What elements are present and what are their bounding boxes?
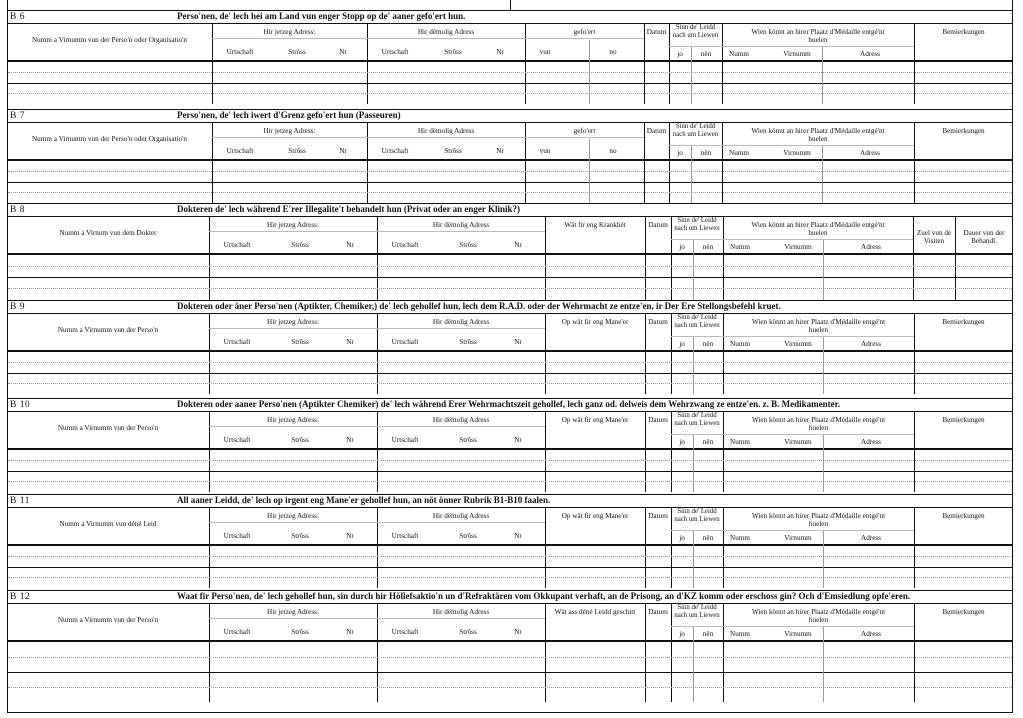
section-code: B 6 [10,12,25,22]
nr-label: Nr [346,532,354,540]
column-rule [545,314,546,394]
alive-subrule [669,46,722,47]
section-grid [7,508,1013,588]
row-rule [7,182,1013,183]
nr-label: Nr [514,628,522,636]
to-label: no [609,147,617,155]
former-address-label: Hir dëmolig Adress [432,416,490,424]
nr-label: Nr [514,338,522,346]
urtschaft-label: Urtschaft [223,338,251,346]
column-rule [212,24,213,104]
nr-label: Nr [514,532,522,540]
header-rule-double [7,545,1013,546]
row-dotted-rule [8,383,1012,384]
yes-no-rule [693,337,694,394]
transported-subrule [525,38,644,39]
medal-receiver-label: Wien könnt an hirer Plaatz d'Médaille entgé'nt huelen [751,512,886,528]
section-grid [7,217,1013,300]
section-code: B 10 [10,400,31,410]
stross-label: Strôss [291,241,309,249]
row-dotted-rule [8,556,1012,557]
yes-label: jo [679,340,685,348]
yes-label: jo [679,438,685,446]
firstname-label: Virnumm [784,243,812,251]
column-rule [377,508,378,588]
current-address-label: Hir jetzeg Adress: [263,127,316,135]
section-header [7,494,1013,508]
section-header [7,109,1013,123]
section-code: B 8 [10,205,25,215]
stross-label: Strôss [459,436,477,444]
address-label: Adress [860,50,880,58]
section-grid [7,24,1013,104]
medal-receiver-label: Wien könnt an hirer Plaatz d'Médaille entgé'nt huelen [751,127,885,143]
yes-no-rule [691,47,692,104]
row-dotted-rule [8,362,1012,363]
yes-label: jo [679,630,685,638]
medal-subrule [723,239,913,240]
column-rule [209,314,210,394]
column-rule [377,412,378,492]
yes-label: jo [677,149,683,157]
name-column-label: Numm a Virnumm vun der Perso'n oder Organisatio'n [31,135,187,143]
column-rule [545,508,546,588]
section-grid [7,604,1013,702]
header-rule-double [7,160,1013,161]
medal-receiver-label: Wien könnt an hirer Plaatz d'Médaille entgé'nt huelen [751,416,886,432]
surname-label: Numm [730,630,750,638]
address-label: Adress [861,630,881,638]
urtschaft-label: Urtschaft [391,628,419,636]
stross-label: Strôss [459,241,477,249]
alive-label: Sinn de' Leidd nach um Liewen [672,24,719,39]
alive-label: Sinn de' Leidd nach um Liewen [674,217,720,232]
surname-label: Numm [730,243,750,251]
section-title: Dokteren de' lech während E'rer Illegalite't behandelt hun (Privat oder an enger Klinik?) [177,204,521,214]
no-label: nën [700,50,712,58]
urtschaft-label: Urtschaft [391,532,419,540]
column-rule [645,314,646,394]
urtschaft-label: Urtschaft [223,241,251,249]
former-address-subrule [377,522,545,523]
no-label: nën [702,340,714,348]
nr-label: Nr [514,436,522,444]
alive-subrule [671,434,723,435]
date-label: Datum [648,512,668,520]
medal-inner-rule [822,146,823,203]
section-grid [7,314,1013,394]
column-rule [367,24,368,104]
column-rule [367,123,368,203]
column-rule [914,24,915,104]
form-page [7,0,1013,713]
column-rule [722,123,723,203]
row-dotted-rule [8,481,1012,482]
yes-label: jo [677,50,683,58]
current-address-subrule [212,137,367,138]
alive-subrule [671,239,723,240]
column-rule [525,24,526,104]
row-dotted-rule [8,192,1012,193]
row-rule [7,567,1013,568]
current-address-subrule [209,522,377,523]
section-b7 [7,109,1013,203]
medal-inner-rule [823,435,824,492]
urtschaft-label: Urtschaft [223,532,251,540]
detail-column-label: Op wät fir eng Mane'er [561,416,629,424]
surname-label: Numm [729,50,749,58]
stross-label: Strôss [291,436,309,444]
date-label: Datum [646,127,667,135]
row-rule [7,672,1013,673]
no-label: nën [702,630,714,638]
yes-no-rule [693,627,694,702]
medal-receiver-label: Wien könnt an hirer Plaatz d'Médaille entgé'nt huelen [751,28,885,44]
medal-subrule [722,46,914,47]
stross-label: Strôss [288,147,306,155]
remarks-label: Bemierkungen [942,28,985,36]
current-address-subrule [209,231,377,232]
header-rule-double [7,449,1013,450]
name-column-label: Numm a Virnum vun dem Dokter [59,229,157,237]
from-label: vun [539,147,551,155]
date-label: Datum [648,221,668,229]
section-b8 [7,203,1013,300]
detail-column-label: Op wät fir eng Mane'er [561,318,629,326]
from-to-rule [589,40,590,104]
current-address-subrule [212,38,367,39]
remarks-label: Bemierkungen [942,512,985,520]
address-label: Adress [861,340,881,348]
alive-subrule [671,336,723,337]
section-header [7,10,1013,24]
top-tick-mark [510,0,511,10]
column-rule [377,314,378,394]
row-dotted-rule [8,266,1012,267]
medal-subrule [722,145,914,146]
date-label: Datum [648,608,668,616]
former-address-subrule [377,426,545,427]
section-grid [7,123,1013,203]
current-address-label: Hir jetzeg Adress: [267,318,319,326]
row-rule [7,373,1013,374]
current-address-subrule [209,426,377,427]
medal-subrule [723,336,914,337]
current-address-subrule [209,618,377,619]
former-address-subrule [377,231,545,232]
column-rule [645,508,646,588]
surname-label: Numm [729,149,749,157]
row-dotted-rule [8,72,1012,73]
current-address-label: Hir jetzeg Adress: [267,416,319,424]
row-dotted-rule [8,687,1012,688]
yes-label: jo [679,534,685,542]
former-address-subrule [367,137,525,138]
column-rule [209,412,210,492]
stross-label: Strôss [459,532,477,540]
former-address-label: Hir dëmolig Adress [432,318,490,326]
firstname-label: Virnumm [783,50,811,58]
medal-inner-rule [823,240,824,300]
section-code: B 7 [10,111,25,121]
section-header [7,590,1013,604]
column-rule [723,314,724,394]
no-label: nën [700,149,712,157]
stross-label: Strôss [291,628,309,636]
surname-label: Numm [730,438,750,446]
yes-label: jo [679,243,685,251]
medal-inner-rule [822,47,823,104]
column-rule [722,24,723,104]
column-rule [914,123,915,203]
row-dotted-rule [8,288,1012,289]
section-b11 [7,494,1013,588]
firstname-label: Virnumm [784,534,812,542]
column-rule [914,314,915,394]
alive-subrule [671,530,723,531]
stross-label: Strôss [459,628,477,636]
nr-label: Nr [346,436,354,444]
current-address-label: Hir jetzeg Adress: [267,608,319,616]
row-dotted-rule [8,577,1012,578]
column-rule [914,412,915,492]
alive-subrule [669,145,722,146]
former-address-label: Hir dëmolig Adress [432,512,490,520]
visits-count-label: Zuel vun de Visiten [916,229,952,245]
former-address-subrule [377,328,545,329]
no-label: nën [702,438,714,446]
address-label: Adress [861,438,881,446]
date-label: Datum [648,416,668,424]
firstname-label: Virnumm [784,630,812,638]
detail-column-label: Wät fir eng Krankhét [564,221,626,229]
medal-subrule [723,626,914,627]
urtschaft-label: Urtschaft [226,48,254,56]
page-border-bottom [7,712,1013,714]
stross-label: Strôss [288,48,306,56]
surname-label: Numm [730,340,750,348]
current-address-label: Hir jetzeg Adress: [263,28,316,36]
section-code: B 12 [10,592,31,602]
firstname-label: Virnumm [784,340,812,348]
header-rule-double [7,641,1013,642]
header-rule-double [7,254,1013,255]
medal-subrule [723,434,914,435]
yes-no-rule [693,531,694,588]
to-label: no [609,48,617,56]
yes-no-rule [691,146,692,203]
current-address-label: Hir jetzeg Adress: [267,221,319,229]
medal-inner-rule [823,337,824,394]
transported-label: gefo'ert [573,28,596,36]
urtschaft-label: Urtschaft [391,338,419,346]
section-title: Perso'nen, de' lech hei am Land vun enger Stopp op de' aaner gefo'ert hun. [177,11,466,21]
current-address-subrule [209,328,377,329]
medal-inner-rule [823,627,824,702]
detail-column-label: Op wät fir eng Mane'er [561,512,629,520]
nr-label: Nr [514,241,522,249]
nr-label: Nr [339,48,347,56]
nr-label: Nr [496,48,504,56]
medal-receiver-label: Wien könnt an hirer Plaatz d'Médaille entgé'nt huelen [751,318,886,334]
section-b10 [7,398,1013,492]
urtschaft-label: Urtschaft [381,147,409,155]
section-title: Waat fir Perso'nen, de' lech gehollef hun, sin durch hir Höllefsaktio'n un d'Refraktären vom Okkupant verhaft, an de Prisong, an d'KZ komm oder erschoss gin? Och d'Emsiedlung opfe'eren. [177,591,911,601]
row-rule [7,277,1013,278]
section-b6 [7,10,1013,104]
remarks-label: Bemierkungen [942,608,985,616]
section-title: Dokteren oder aaner Perso'nen (Aptikter Chemiker) de' lech während Erer Wehrmachtszeit gehollef, lech ganz od. delweis dem Wehrzwang ze entze'en. z. B. Medikamenter. [177,399,841,409]
stross-label: Strôss [291,338,309,346]
alive-label: Sinn de' Leidd nach um Liewen [674,314,720,329]
alive-label: Sinn de' Leidd nach um Liewen [674,508,720,523]
stross-label: Strôss [444,48,462,56]
name-column-label: Numm a Virnumm vun der Perso'n [57,326,159,334]
section-b9 [7,300,1013,394]
section-header [7,398,1013,412]
transported-subrule [525,137,644,138]
nr-label: Nr [339,147,347,155]
section-title: Perso'nen, de' lech iwert d'Grenz gefo'ert hun (Passeuren) [177,110,401,120]
urtschaft-label: Urtschaft [223,628,251,636]
stross-label: Strôss [444,147,462,155]
row-rule [7,471,1013,472]
alive-label: Sinn de' Leidd nach um Liewen [674,604,720,619]
former-address-subrule [377,618,545,619]
name-column-label: Numm a Virnumm vun der Perso'n [57,424,159,432]
former-address-label: Hir dëmolig Adress [417,28,475,36]
section-title: Dokteren oder âner Perso'nen (Aptikter, Chemiker,) de' lech gehollef hun, lech dem R.A.D. oder der Wehrmacht ze entze'en, ir Der Ere Stellongsbefehl kruet. [177,301,781,311]
row-rule [7,83,1013,84]
remarks-label: Bemierkungen [942,416,985,424]
row-dotted-rule [8,460,1012,461]
section-header [7,300,1013,314]
former-address-label: Hir dëmolig Adress [432,608,490,616]
medal-inner-rule [823,531,824,588]
column-rule [545,412,546,492]
urtschaft-label: Urtschaft [223,436,251,444]
urtschaft-label: Urtschaft [391,241,419,249]
column-rule [723,508,724,588]
column-rule [645,412,646,492]
former-address-label: Hir dëmolig Adress [432,221,490,229]
nr-label: Nr [346,338,354,346]
column-rule [209,508,210,588]
detail-column-label: Wät ass déné Leidd geschitt [554,608,636,616]
column-rule [644,24,645,104]
current-address-label: Hir jetzeg Adress: [267,512,319,520]
remarks-label: Bemierkungen [942,318,985,326]
former-address-subrule [367,38,525,39]
header-rule-double [7,61,1013,62]
treatment-duration-label: Dauer vun der Behandl. [963,229,1005,245]
firstname-label: Virnumm [784,438,812,446]
urtschaft-label: Urtschaft [381,48,409,56]
address-label: Adress [861,243,881,251]
row-dotted-rule [8,171,1012,172]
column-rule [914,508,915,588]
address-label: Adress [860,149,880,157]
row-dotted-rule [8,657,1012,658]
nr-label: Nr [496,147,504,155]
remarks-label: Bemierkungen [942,127,985,135]
section-code: B 11 [10,496,30,506]
name-column-label: Numm a Virnumm vun déné Leid [59,520,157,528]
urtschaft-label: Urtschaft [226,147,254,155]
yes-no-rule [693,435,694,492]
column-rule [644,123,645,203]
alive-subrule [671,626,723,627]
address-label: Adress [861,534,881,542]
date-label: Datum [648,318,668,326]
stross-label: Strôss [291,532,309,540]
stross-label: Strôss [459,338,477,346]
alive-label: Sinn de' Leidd nach um Liewen [672,123,719,138]
column-rule [723,412,724,492]
header-rule-double [7,351,1013,352]
no-label: nën [702,534,714,542]
medal-subrule [723,530,914,531]
name-column-label: Numm a Virnumm vun der Perso'n [57,616,159,624]
section-b12 [7,590,1013,702]
name-column-label: Numm a Virnumm vun der Perso'n oder Organisatio'n [31,36,187,44]
row-dotted-rule [8,93,1012,94]
date-label: Datum [646,28,667,36]
from-label: vun [539,48,551,56]
section-code: B 9 [10,302,25,312]
surname-label: Numm [730,534,750,542]
urtschaft-label: Urtschaft [391,436,419,444]
firstname-label: Virnumm [783,149,811,157]
from-to-rule [589,139,590,203]
section-grid [7,412,1013,492]
no-label: nën [702,243,714,251]
medal-receiver-label: Wien könnt an hirer Plaatz d'Médaille entgé'nt huelen [751,608,886,624]
nr-label: Nr [346,628,354,636]
column-rule [212,123,213,203]
former-address-label: Hir dëmolig Adress [417,127,475,135]
column-rule [525,123,526,203]
medal-receiver-label: Wien könnt an hirer Plaatz d'Médaille entgé'nt huelen [751,221,885,237]
alive-label: Sinn de' Leidd nach um Liewen [674,412,720,427]
section-header [7,203,1013,217]
yes-no-rule [693,240,694,300]
nr-label: Nr [346,241,354,249]
transported-label: gefo'ert [573,127,596,135]
section-title: All aaner Leidd, de' lech op irgent eng Mane'er gehollef hun, an nöt önner Rubrik B1-B10 faalen. [177,495,551,505]
